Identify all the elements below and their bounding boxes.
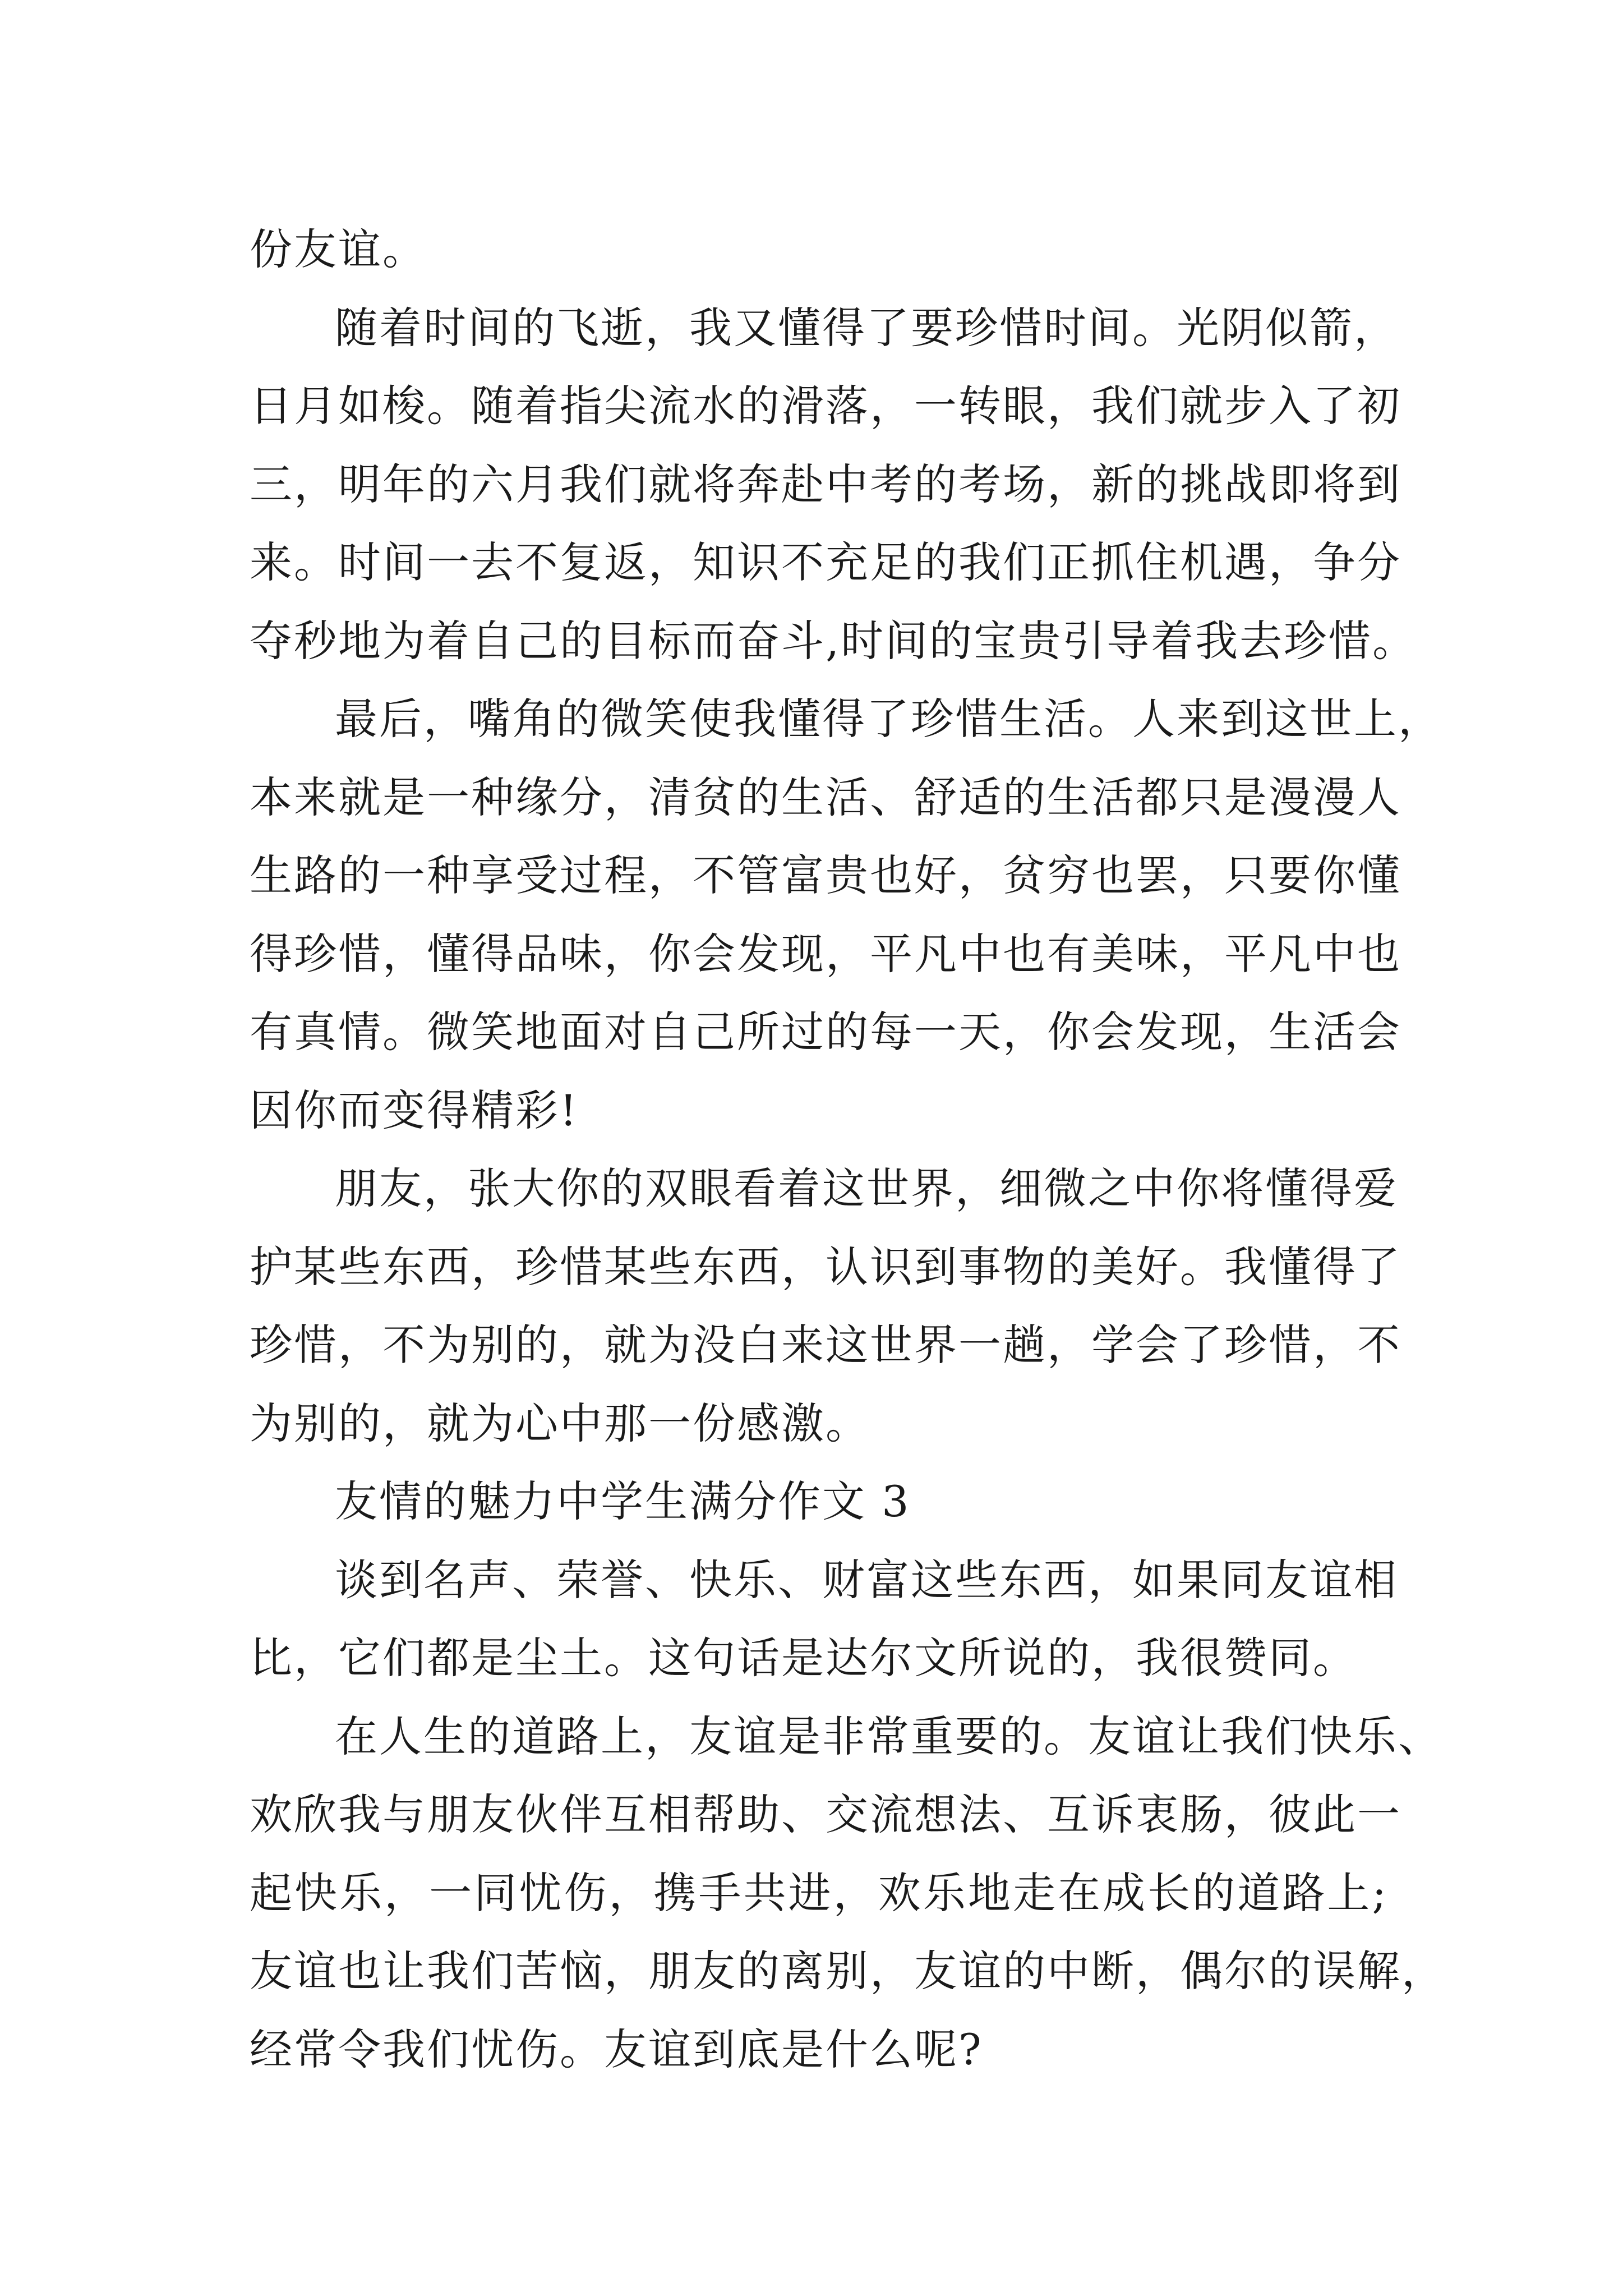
text-line: 友情的魅力中学生满分作文 3 bbox=[335, 1476, 911, 1526]
text-line: 珍惜，不为别的，就为没白来这世界一趟，学会了珍惜，不 bbox=[250, 1320, 1401, 1370]
text-line: 因你而变得精彩! bbox=[250, 1085, 579, 1135]
text-line: 友谊也让我们苦恼，朋友的离别，友谊的中断，偶尔的误解， bbox=[250, 1946, 1446, 1996]
text-line: 来。时间一去不复返，知识不充足的我们正抓住机遇，争分 bbox=[250, 537, 1401, 587]
text-line: 谈到名声、荣誉、快乐、财富这些东西，如果同友谊相 bbox=[335, 1554, 1398, 1605]
text-line: 欢欣我与朋友伙伴互相帮助、交流想法、互诉衷肠，彼此一 bbox=[250, 1789, 1401, 1839]
text-line: 朋友，张大你的双眼看着这世界，细微之中你将懂得爱 bbox=[335, 1163, 1398, 1213]
text-line: 三，明年的六月我们就将奔赴中考的考场，新的挑战即将到 bbox=[250, 459, 1401, 509]
text-line: 最后，嘴角的微笑使我懂得了珍惜生活。人来到这世上， bbox=[335, 694, 1442, 744]
text-line: 起快乐，一同忧伤，携手共进，欢乐地走在成长的道路上; bbox=[250, 1867, 1388, 1918]
text-line: 得珍惜，懂得品味，你会发现，平凡中也有美味，平凡中也 bbox=[250, 928, 1401, 979]
text-line: 随着时间的飞逝，我又懂得了要珍惜时间。光阴似箭， bbox=[335, 302, 1398, 353]
text-line: 日月如梭。随着指尖流水的滑落，一转眼，我们就步入了初 bbox=[250, 381, 1401, 431]
text-line: 份友谊。 bbox=[250, 224, 427, 274]
text-line: 比，它们都是尘土。这句话是达尔文所说的，我很赞同。 bbox=[250, 1633, 1357, 1683]
text-line: 夺秒地为着自己的目标而奋斗,时间的宝贵引导着我去珍惜。 bbox=[250, 615, 1417, 666]
text-line: 有真情。微笑地面对自己所过的每一天，你会发现，生活会 bbox=[250, 1007, 1401, 1057]
document-body bbox=[250, 210, 1446, 2088]
text-line: 经常令我们忧伤。友谊到底是什么呢? bbox=[250, 2024, 983, 2074]
text-line: 为别的，就为心中那一份感激。 bbox=[250, 1398, 870, 1448]
text-line: 生路的一种享受过程，不管富贵也好，贫穷也罢，只要你懂 bbox=[250, 850, 1401, 900]
text-line: 护某些东西，珍惜某些东西，认识到事物的美好。我懂得了 bbox=[250, 1241, 1401, 1292]
text-line: 在人生的道路上，友谊是非常重要的。友谊让我们快乐、 bbox=[335, 1711, 1442, 1761]
text-line: 本来就是一种缘分，清贫的生活、舒适的生活都只是漫漫人 bbox=[250, 772, 1401, 822]
